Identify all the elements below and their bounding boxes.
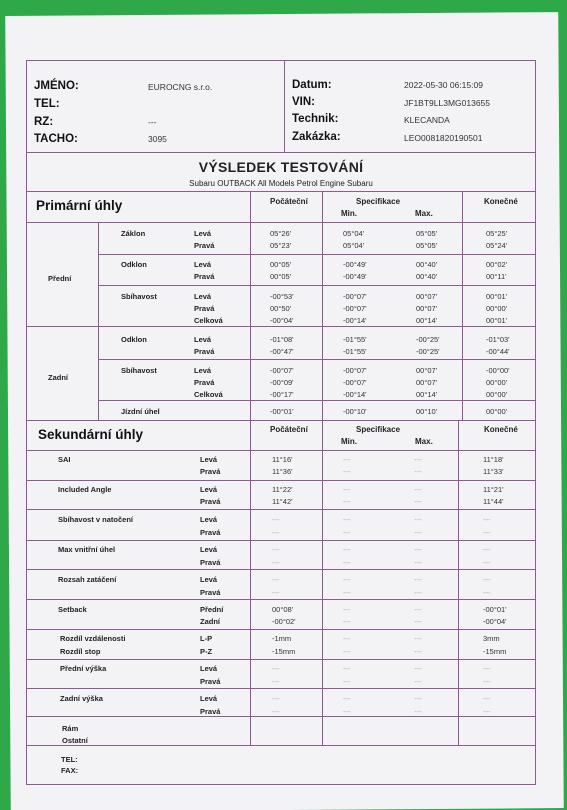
primary-section-title: Primární úhly — [36, 198, 123, 213]
primary-row-min: 05°04' — [343, 241, 365, 250]
primary-row-min: -00°07' — [343, 304, 367, 313]
secondary-row-initial: 11°36' — [272, 467, 293, 476]
primary-col-line — [322, 192, 323, 420]
primary-row-min: -00°49' — [343, 272, 367, 281]
primary-row-final: 05°25' — [486, 229, 508, 238]
secondary-row-max: --- — [414, 545, 422, 554]
primary-row-group: Odklon — [121, 335, 147, 344]
secondary-row-side: Přední — [200, 605, 224, 614]
secondary-row-final: -00°04' — [483, 617, 507, 626]
secondary-row-final: --- — [483, 515, 491, 524]
name-value: EUROCNG s.r.o. — [148, 82, 213, 92]
secondary-row-side: Pravá — [200, 707, 221, 716]
primary-row-initial: 00°05' — [270, 272, 292, 281]
tel-label: TEL: — [34, 98, 60, 110]
primary-row-side: Pravá — [194, 304, 215, 313]
primary-row-initial: -00°04' — [270, 316, 294, 325]
secondary-row-group: Rám — [62, 724, 79, 733]
secondary-row-min: --- — [343, 515, 351, 524]
primary-row-min: -00°10' — [343, 407, 367, 416]
primary-col-line — [250, 192, 251, 420]
primary-row-line — [98, 254, 536, 255]
secondary-row-min: --- — [343, 605, 351, 614]
secondary-row-initial: --- — [272, 558, 280, 567]
secondary-row-max: --- — [414, 707, 422, 716]
secondary-row-line — [26, 599, 536, 600]
primary-row-side: Levá — [194, 335, 212, 344]
secondary-row-initial: 00°08' — [272, 605, 294, 614]
secondary-row-min: --- — [343, 485, 351, 494]
secondary-row-initial: 11°42' — [272, 497, 293, 506]
secondary-row-initial: --- — [272, 575, 280, 584]
secondary-row-group: SAI — [58, 455, 71, 464]
secondary-col-initial: Počáteční — [270, 425, 308, 434]
primary-row-initial: -00°09' — [270, 378, 294, 387]
secondary-row-final: --- — [483, 664, 491, 673]
technician-label: Technik: — [292, 113, 339, 125]
secondary-row-side: Pravá — [200, 497, 221, 506]
primary-row-initial: -00°47' — [270, 347, 294, 356]
primary-row-final: 00°00' — [486, 378, 508, 387]
secondary-row-group: Included Angle — [58, 485, 112, 494]
primary-row-initial: -00°01' — [270, 407, 294, 416]
primary-row-side: Levá — [194, 366, 212, 375]
secondary-row-final: 11°44' — [483, 497, 504, 506]
secondary-row-initial: --- — [272, 515, 280, 524]
secondary-row-max: --- — [414, 634, 422, 643]
primary-front-rear-line — [26, 326, 98, 327]
secondary-row-final: -15mm — [483, 647, 507, 656]
secondary-row-initial: 11°22' — [272, 485, 293, 494]
secondary-col-min: Min. — [341, 437, 357, 446]
primary-row-max: 00°07' — [416, 366, 438, 375]
primary-row-final: -00°00' — [486, 366, 510, 375]
secondary-row-max: --- — [414, 647, 422, 656]
primary-row-max: 00°40' — [416, 260, 438, 269]
secondary-row-final: 3mm — [483, 634, 500, 643]
secondary-row-max: --- — [414, 617, 422, 626]
secondary-row-group: Rozdíl stop — [60, 647, 101, 656]
primary-row-final: 00°01' — [486, 292, 508, 301]
primary-row-group: Sbíhavost — [121, 292, 157, 301]
secondary-row-initial: 11°16' — [272, 455, 293, 464]
vin-label: VIN: — [292, 96, 315, 108]
primary-row-initial: 05°23' — [270, 241, 292, 250]
primary-row-max: 00°07' — [416, 304, 438, 313]
secondary-row-final: --- — [483, 558, 491, 567]
primary-row-max: 00°40' — [416, 272, 438, 281]
secondary-row-max: --- — [414, 455, 422, 464]
secondary-row-group: Setback — [58, 605, 87, 614]
secondary-row-max: --- — [414, 605, 422, 614]
secondary-row-initial: --- — [272, 664, 280, 673]
secondary-row-final: 11°33' — [483, 467, 504, 476]
primary-row-max: 05°05' — [416, 241, 438, 250]
primary-row-final: 05°24' — [486, 241, 508, 250]
secondary-row-final: 11°18' — [483, 455, 504, 464]
secondary-row-max: --- — [414, 485, 422, 494]
primary-row-initial: -00°07' — [270, 366, 294, 375]
primary-row-final: 00°01' — [486, 316, 508, 325]
vin-value: JF1BT9LL3MG013655 — [404, 98, 490, 108]
primary-row-min: -00°07' — [343, 378, 367, 387]
secondary-col-final: Konečné — [484, 425, 518, 434]
secondary-row-min: --- — [343, 664, 351, 673]
secondary-row-side: P-Z — [200, 647, 213, 656]
date-label: Datum: — [292, 79, 332, 91]
report-subtitle: Subaru OUTBACK All Models Petrol Engine Subaru — [189, 179, 373, 188]
primary-row-initial: -00°53' — [270, 292, 294, 301]
secondary-row-side: Levá — [200, 455, 218, 464]
secondary-row-max: --- — [414, 694, 422, 703]
secondary-header-line — [26, 450, 536, 451]
footer-tel-label: TEL: — [61, 755, 78, 764]
secondary-row-min: --- — [343, 545, 351, 554]
secondary-row-min: --- — [343, 575, 351, 584]
secondary-row-min: --- — [343, 455, 351, 464]
secondary-row-side: Levá — [200, 485, 218, 494]
primary-row-initial: 00°50' — [270, 304, 292, 313]
primary-row-side: Pravá — [194, 272, 215, 281]
primary-row-max: 05°05' — [416, 229, 438, 238]
primary-row-max: -00°25' — [416, 335, 440, 344]
primary-row-side: Pravá — [194, 378, 215, 387]
secondary-row-max: --- — [414, 677, 422, 686]
primary-front-label: Přední — [48, 274, 72, 283]
footer-fax-label: FAX: — [61, 766, 79, 775]
tacho-label: TACHO: — [34, 133, 78, 145]
secondary-row-line — [26, 569, 536, 570]
secondary-row-group: Sbíhavost v natočení — [58, 515, 134, 524]
secondary-row-line — [26, 629, 536, 630]
secondary-row-final: -00°01' — [483, 605, 507, 614]
secondary-row-final: --- — [483, 707, 491, 716]
secondary-col-spec: Specifikace — [356, 425, 401, 434]
secondary-row-min: --- — [343, 617, 351, 626]
primary-row-side: Levá — [194, 260, 212, 269]
secondary-row-min: --- — [343, 558, 351, 567]
secondary-row-min: --- — [343, 707, 351, 716]
secondary-row-max: --- — [414, 588, 422, 597]
secondary-row-initial: --- — [272, 528, 280, 537]
primary-row-side: Pravá — [194, 347, 215, 356]
primary-col-final: Konečné — [484, 197, 518, 206]
secondary-row-line — [26, 540, 536, 541]
secondary-row-group: Přední výška — [60, 664, 107, 673]
secondary-row-side: Levá — [200, 575, 218, 584]
primary-row-initial: -00°17' — [270, 390, 294, 399]
primary-rear-label: Zadní — [48, 373, 68, 382]
secondary-row-max: --- — [414, 575, 422, 584]
secondary-row-max: --- — [414, 528, 422, 537]
primary-row-group: Záklon — [121, 229, 146, 238]
primary-header-line — [26, 222, 536, 223]
secondary-row-final: --- — [483, 528, 491, 537]
secondary-row-initial: --- — [272, 707, 280, 716]
date-value: 2022-05-30 06:15:09 — [404, 80, 483, 90]
secondary-col-line — [322, 420, 323, 745]
primary-row-max: 00°10' — [416, 407, 438, 416]
header-column-divider — [284, 60, 285, 152]
secondary-row-max: --- — [414, 558, 422, 567]
secondary-row-initial: --- — [272, 588, 280, 597]
primary-row-min: -01°55' — [343, 335, 367, 344]
primary-col-initial: Počáteční — [270, 197, 308, 206]
secondary-row-side: Levá — [200, 694, 218, 703]
secondary-row-group: Ostatní — [62, 736, 88, 745]
rz-label: RZ: — [34, 116, 54, 128]
secondary-col-max: Max. — [415, 437, 433, 446]
secondary-row-min: --- — [343, 634, 351, 643]
primary-row-side: Levá — [194, 292, 212, 301]
tacho-value: 3095 — [148, 134, 167, 144]
primary-col-min: Min. — [341, 209, 357, 218]
secondary-row-side: Levá — [200, 515, 218, 524]
secondary-row-side: Pravá — [200, 558, 221, 567]
secondary-row-line — [26, 659, 536, 660]
secondary-row-group: Rozsah zatáčení — [58, 575, 117, 584]
primary-row-line — [98, 285, 536, 286]
secondary-row-initial: -15mm — [272, 647, 296, 656]
secondary-row-line — [26, 688, 536, 689]
primary-row-max: 00°14' — [416, 390, 438, 399]
secondary-row-final: --- — [483, 588, 491, 597]
secondary-row-final: --- — [483, 545, 491, 554]
secondary-row-side: Pravá — [200, 588, 221, 597]
secondary-row-side: Pravá — [200, 677, 221, 686]
secondary-row-initial: --- — [272, 694, 280, 703]
primary-row-min: -00°14' — [343, 390, 367, 399]
secondary-row-group: Max vnitřní úhel — [58, 545, 116, 554]
rz-value: --- — [148, 117, 157, 127]
primary-row-min: -00°49' — [343, 260, 367, 269]
primary-row-final: -00°44' — [486, 347, 510, 356]
secondary-row-min: --- — [343, 528, 351, 537]
technician-value: KLECANDA — [404, 115, 450, 125]
primary-col-spec: Specifikace — [356, 197, 401, 206]
primary-row-min: -00°14' — [343, 316, 367, 325]
secondary-row-min: --- — [343, 647, 351, 656]
primary-row-initial: 00°05' — [270, 260, 292, 269]
secondary-row-initial: -1mm — [272, 634, 292, 643]
secondary-row-max: --- — [414, 497, 422, 506]
primary-row-group: Odklon — [121, 260, 147, 269]
secondary-row-side: L-P — [200, 634, 213, 643]
primary-bottom-line — [26, 420, 536, 421]
secondary-row-initial: --- — [272, 545, 280, 554]
secondary-row-final: --- — [483, 677, 491, 686]
secondary-row-max: --- — [414, 515, 422, 524]
secondary-section-title: Sekundární úhly — [38, 427, 144, 442]
primary-row-final: 00°11' — [486, 272, 507, 281]
primary-row-line — [98, 359, 536, 360]
primary-row-final: 00°00' — [486, 304, 508, 313]
secondary-row-min: --- — [343, 588, 351, 597]
secondary-col-line — [250, 420, 251, 745]
secondary-row-side: Pravá — [200, 467, 221, 476]
primary-row-final: 00°02' — [486, 260, 508, 269]
name-label: JMÉNO: — [34, 80, 79, 92]
primary-row-group: Sbíhavost — [121, 366, 157, 375]
primary-row-line — [98, 400, 536, 401]
secondary-row-min: --- — [343, 694, 351, 703]
secondary-row-group: Zadní výška — [60, 694, 103, 703]
primary-row-final: -01°03' — [486, 335, 510, 344]
secondary-row-side: Pravá — [200, 528, 221, 537]
header-divider — [26, 152, 536, 153]
primary-row-side: Celková — [194, 316, 223, 325]
secondary-col-line — [458, 420, 459, 745]
secondary-row-min: --- — [343, 467, 351, 476]
secondary-row-max: --- — [414, 467, 422, 476]
secondary-bottom-line — [26, 745, 536, 746]
primary-row-min: -01°55' — [343, 347, 367, 356]
primary-row-max: 00°07' — [416, 378, 438, 387]
primary-row-min: -00°07' — [343, 366, 367, 375]
primary-row-final: 00°00' — [486, 407, 508, 416]
primary-row-final: 00°00' — [486, 390, 508, 399]
order-label: Zakázka: — [292, 131, 341, 143]
primary-row-max: -00°25' — [416, 347, 440, 356]
report-title: VÝSLEDEK TESTOVÁNÍ — [198, 159, 364, 175]
secondary-row-side: Zadní — [200, 617, 220, 626]
secondary-row-initial: --- — [272, 677, 280, 686]
primary-col-max: Max. — [415, 209, 433, 218]
primary-row-line — [98, 326, 536, 327]
primary-row-max: 00°14' — [416, 316, 438, 325]
primary-col-line — [98, 222, 99, 420]
secondary-row-final: --- — [483, 694, 491, 703]
order-value: LEO0081820190501 — [404, 133, 483, 143]
primary-row-initial: 05°26' — [270, 229, 292, 238]
secondary-row-min: --- — [343, 497, 351, 506]
primary-row-side: Pravá — [194, 241, 215, 250]
secondary-row-final: --- — [483, 575, 491, 584]
secondary-row-side: Levá — [200, 545, 218, 554]
report-header — [30, 72, 535, 152]
title-divider — [26, 191, 536, 192]
primary-col-line — [462, 192, 463, 420]
primary-row-min: 05°04' — [343, 229, 365, 238]
secondary-row-group: Rozdíl vzdálenosti — [60, 634, 126, 643]
secondary-row-line — [26, 716, 536, 717]
secondary-row-line — [26, 480, 536, 481]
primary-row-max: 00°07' — [416, 292, 438, 301]
secondary-row-min: --- — [343, 677, 351, 686]
secondary-row-final: 11°21' — [483, 485, 504, 494]
primary-row-side: Levá — [194, 229, 212, 238]
primary-row-initial: -01°08' — [270, 335, 294, 344]
primary-row-group: Jízdní úhel — [121, 407, 160, 416]
primary-row-side: Celková — [194, 390, 223, 399]
secondary-row-line — [26, 509, 536, 510]
secondary-row-max: --- — [414, 664, 422, 673]
primary-row-min: -00°07' — [343, 292, 367, 301]
secondary-row-side: Levá — [200, 664, 218, 673]
secondary-row-initial: -00°02' — [272, 617, 296, 626]
